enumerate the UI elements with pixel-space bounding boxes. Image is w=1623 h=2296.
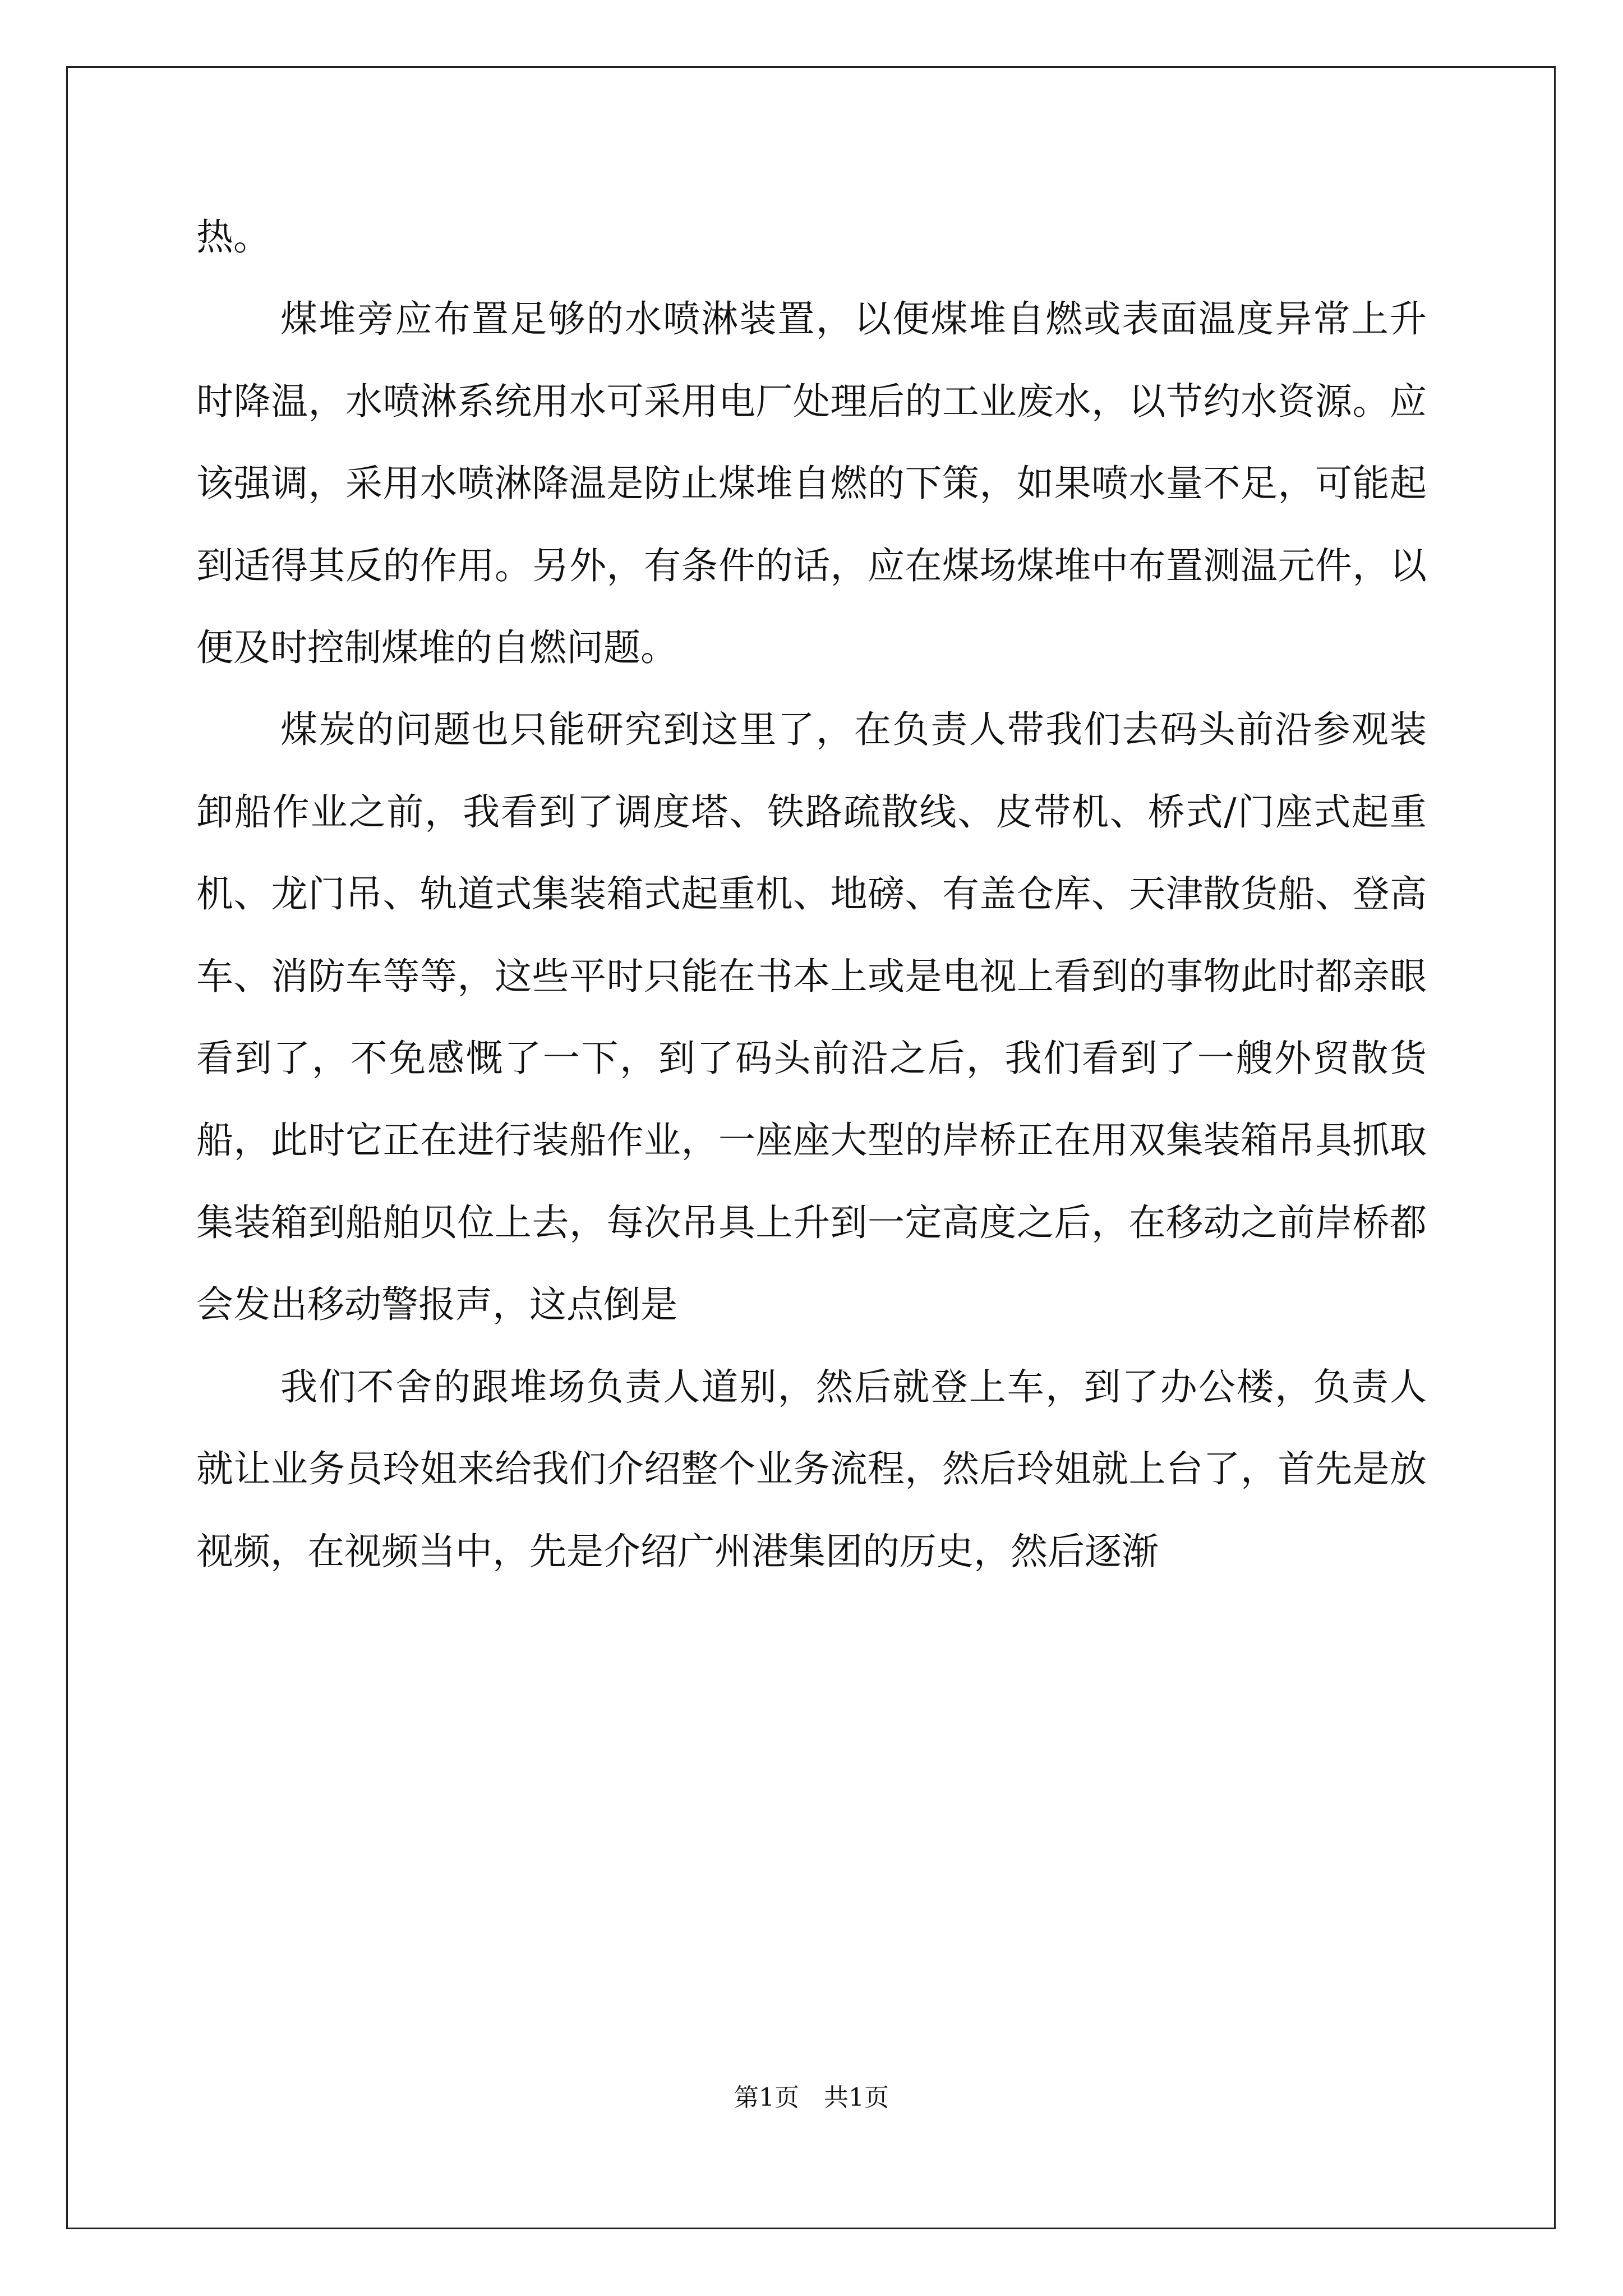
paragraph-2: 煤堆旁应布置足够的水喷淋装置，以便煤堆自燃或表面温度异常上升时降温，水喷淋系统用水可采用电厂处理后的工业废水，以节约水资源。应该强调，采用水喷淋降温是防止煤堆自燃的下策，如果喷水量不足，可能起到适得其反的作用。另外，有条件的话，应在煤场煤堆中布置测温元件，以便及时控制煤堆的自燃问题。 (196, 297, 1427, 670)
paragraph-3: 煤炭的问题也只能研究到这里了，在负责人带我们去码头前沿参观装卸船作业之前，我看到了调度塔、铁路疏散线、皮带机、桥式/门座式起重机、龙门吊、轨道式集装箱式起重机、地磅、有盖仓库、天津散货船、登高车、消防车等等，这些平时只能在书本上或是电视上看到的事物此时都亲眼看到了，不免感慨了一下，到了码头前沿之后，我们看到了一艘外贸散货船，此时它正在进行装船作业，一座座大型的岸桥正在用双集装箱吊具抓取集装箱到船舶贝位上去，每次吊具上升到一定高度之后，在移动之前岸桥都会发出移动警报声，这点倒是 (196, 708, 1427, 1327)
document-body (196, 196, 1427, 1593)
paragraph-4: 我们不舍的跟堆场负责人道别，然后就登上车，到了办公楼，负责人就让业务员玲姐来给我们介绍整个业务流程，然后玲姐就上台了，首先是放视频，在视频当中，先是介绍广州港集团的历史，然后逐渐 (196, 1365, 1427, 1573)
paragraph-1: 热。 (196, 215, 270, 259)
page-footer: 第1页 共1页 (734, 2083, 889, 2112)
